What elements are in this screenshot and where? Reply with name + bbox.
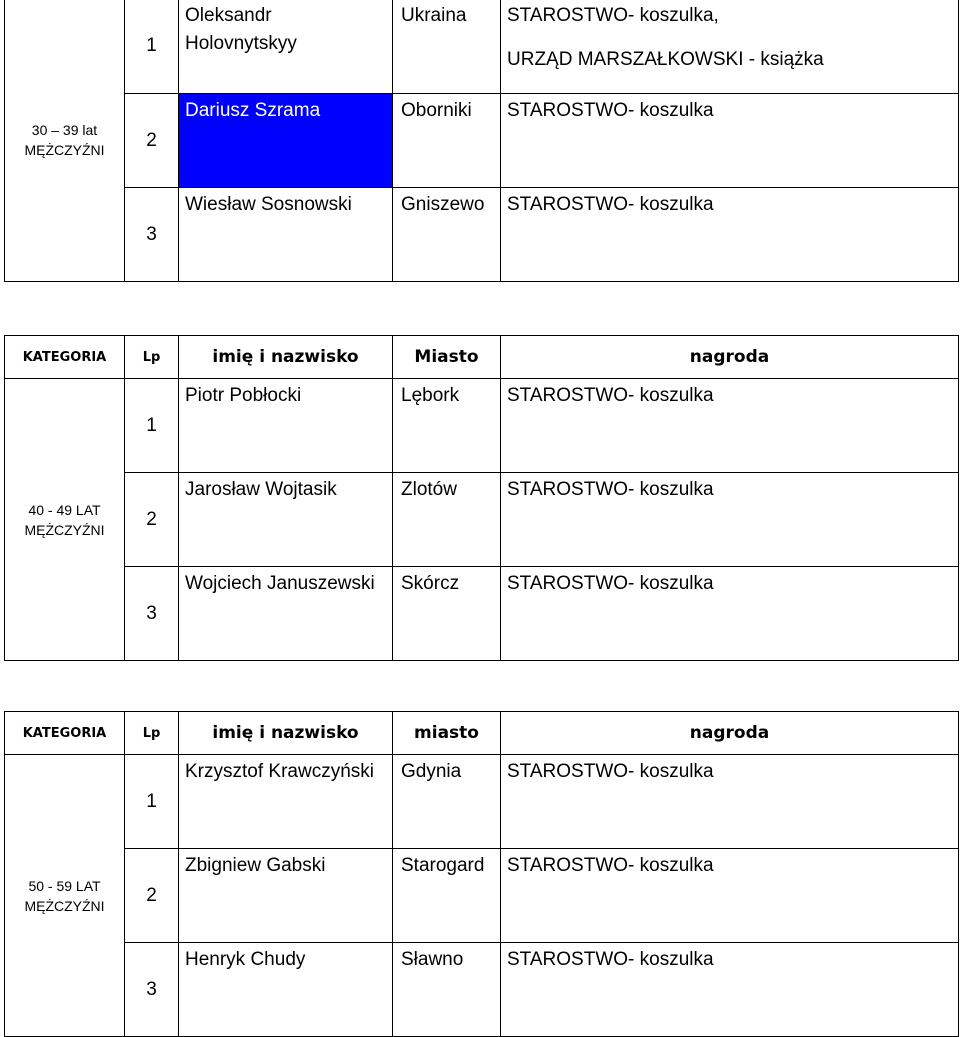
header-prize: nagroda: [501, 712, 959, 755]
header-name: imię i nazwisko: [179, 712, 393, 755]
prize-cell: STAROSTWO- koszulka: [501, 849, 959, 943]
lp-cell: 1: [125, 755, 179, 849]
name-cell-highlighted: Dariusz Szrama: [179, 94, 393, 188]
lp-cell: 3: [125, 943, 179, 1037]
prize-cell: [501, 0, 959, 94]
header-city: miasto: [393, 712, 501, 755]
city-cell: Zlotów: [393, 473, 501, 567]
prize-cell: STAROSTWO- koszulka: [501, 473, 959, 567]
prize-line: URZĄD MARSZAŁKOWSKI - książka: [507, 49, 824, 70]
city-cell: Skórcz: [393, 567, 501, 661]
lp-cell: 3: [125, 567, 179, 661]
prize-cell: STAROSTWO- koszulka: [501, 188, 959, 282]
header-kategoria: KATEGORIA: [5, 336, 125, 379]
name-cell: Henryk Chudy: [179, 943, 393, 1037]
city-cell: Oborniki: [393, 94, 501, 188]
city-cell: Gdynia: [393, 755, 501, 849]
city-cell: Lębork: [393, 379, 501, 473]
prize-cell: STAROSTWO- koszulka: [501, 943, 959, 1037]
prize-cell: STAROSTWO- koszulka: [501, 379, 959, 473]
name-cell: Krzysztof Krawczyński: [179, 755, 393, 849]
name-cell: Jarosław Wojtasik: [179, 473, 393, 567]
lp-cell: 3: [125, 188, 179, 282]
lp-cell: 1: [125, 379, 179, 473]
lp-cell: 2: [125, 94, 179, 188]
category-gender: MĘŻCZYŹNI: [24, 897, 105, 914]
header-name: imię i nazwisko: [179, 336, 393, 379]
lp-cell: 2: [125, 849, 179, 943]
category-range: 50 - 59 LAT: [28, 877, 101, 894]
category-cell: [5, 0, 125, 282]
results-table-50-59: [4, 711, 959, 1037]
prize-cell: STAROSTWO- koszulka: [501, 755, 959, 849]
header-kategoria: KATEGORIA: [5, 712, 125, 755]
name-cell: Oleksandr Holovnytskyy: [179, 0, 393, 94]
results-table-30-39: [4, 0, 959, 282]
prize-line: STAROSTWO- koszulka,: [507, 5, 719, 26]
city-cell: Gniszewo: [393, 188, 501, 282]
city-cell: Starogard: [393, 849, 501, 943]
name-cell: Wiesław Sosnowski: [179, 188, 393, 282]
lp-cell: 2: [125, 473, 179, 567]
header-lp: Lp: [125, 336, 179, 379]
header-lp: Lp: [125, 712, 179, 755]
city-cell: Ukraina: [393, 0, 501, 94]
name-cell: Wojciech Januszewski: [179, 567, 393, 661]
lp-cell: 1: [125, 0, 179, 94]
name-cell: Piotr Pobłocki: [179, 379, 393, 473]
category-range: 30 – 39 lat: [31, 122, 98, 138]
category-gender: MĘŻCZYŹNI: [24, 521, 105, 538]
category-range: 40 - 49 LAT: [28, 501, 101, 518]
header-prize: nagroda: [501, 336, 959, 379]
prize-cell: STAROSTWO- koszulka: [501, 567, 959, 661]
results-table-40-49: [4, 335, 959, 661]
category-gender: MĘŻCZYŹNI: [24, 142, 105, 158]
header-city: Miasto: [393, 336, 501, 379]
category-cell: [5, 379, 125, 661]
prize-cell: STAROSTWO- koszulka: [501, 94, 959, 188]
city-cell: Sławno: [393, 943, 501, 1037]
category-cell: [5, 755, 125, 1037]
name-cell: Zbigniew Gabski: [179, 849, 393, 943]
